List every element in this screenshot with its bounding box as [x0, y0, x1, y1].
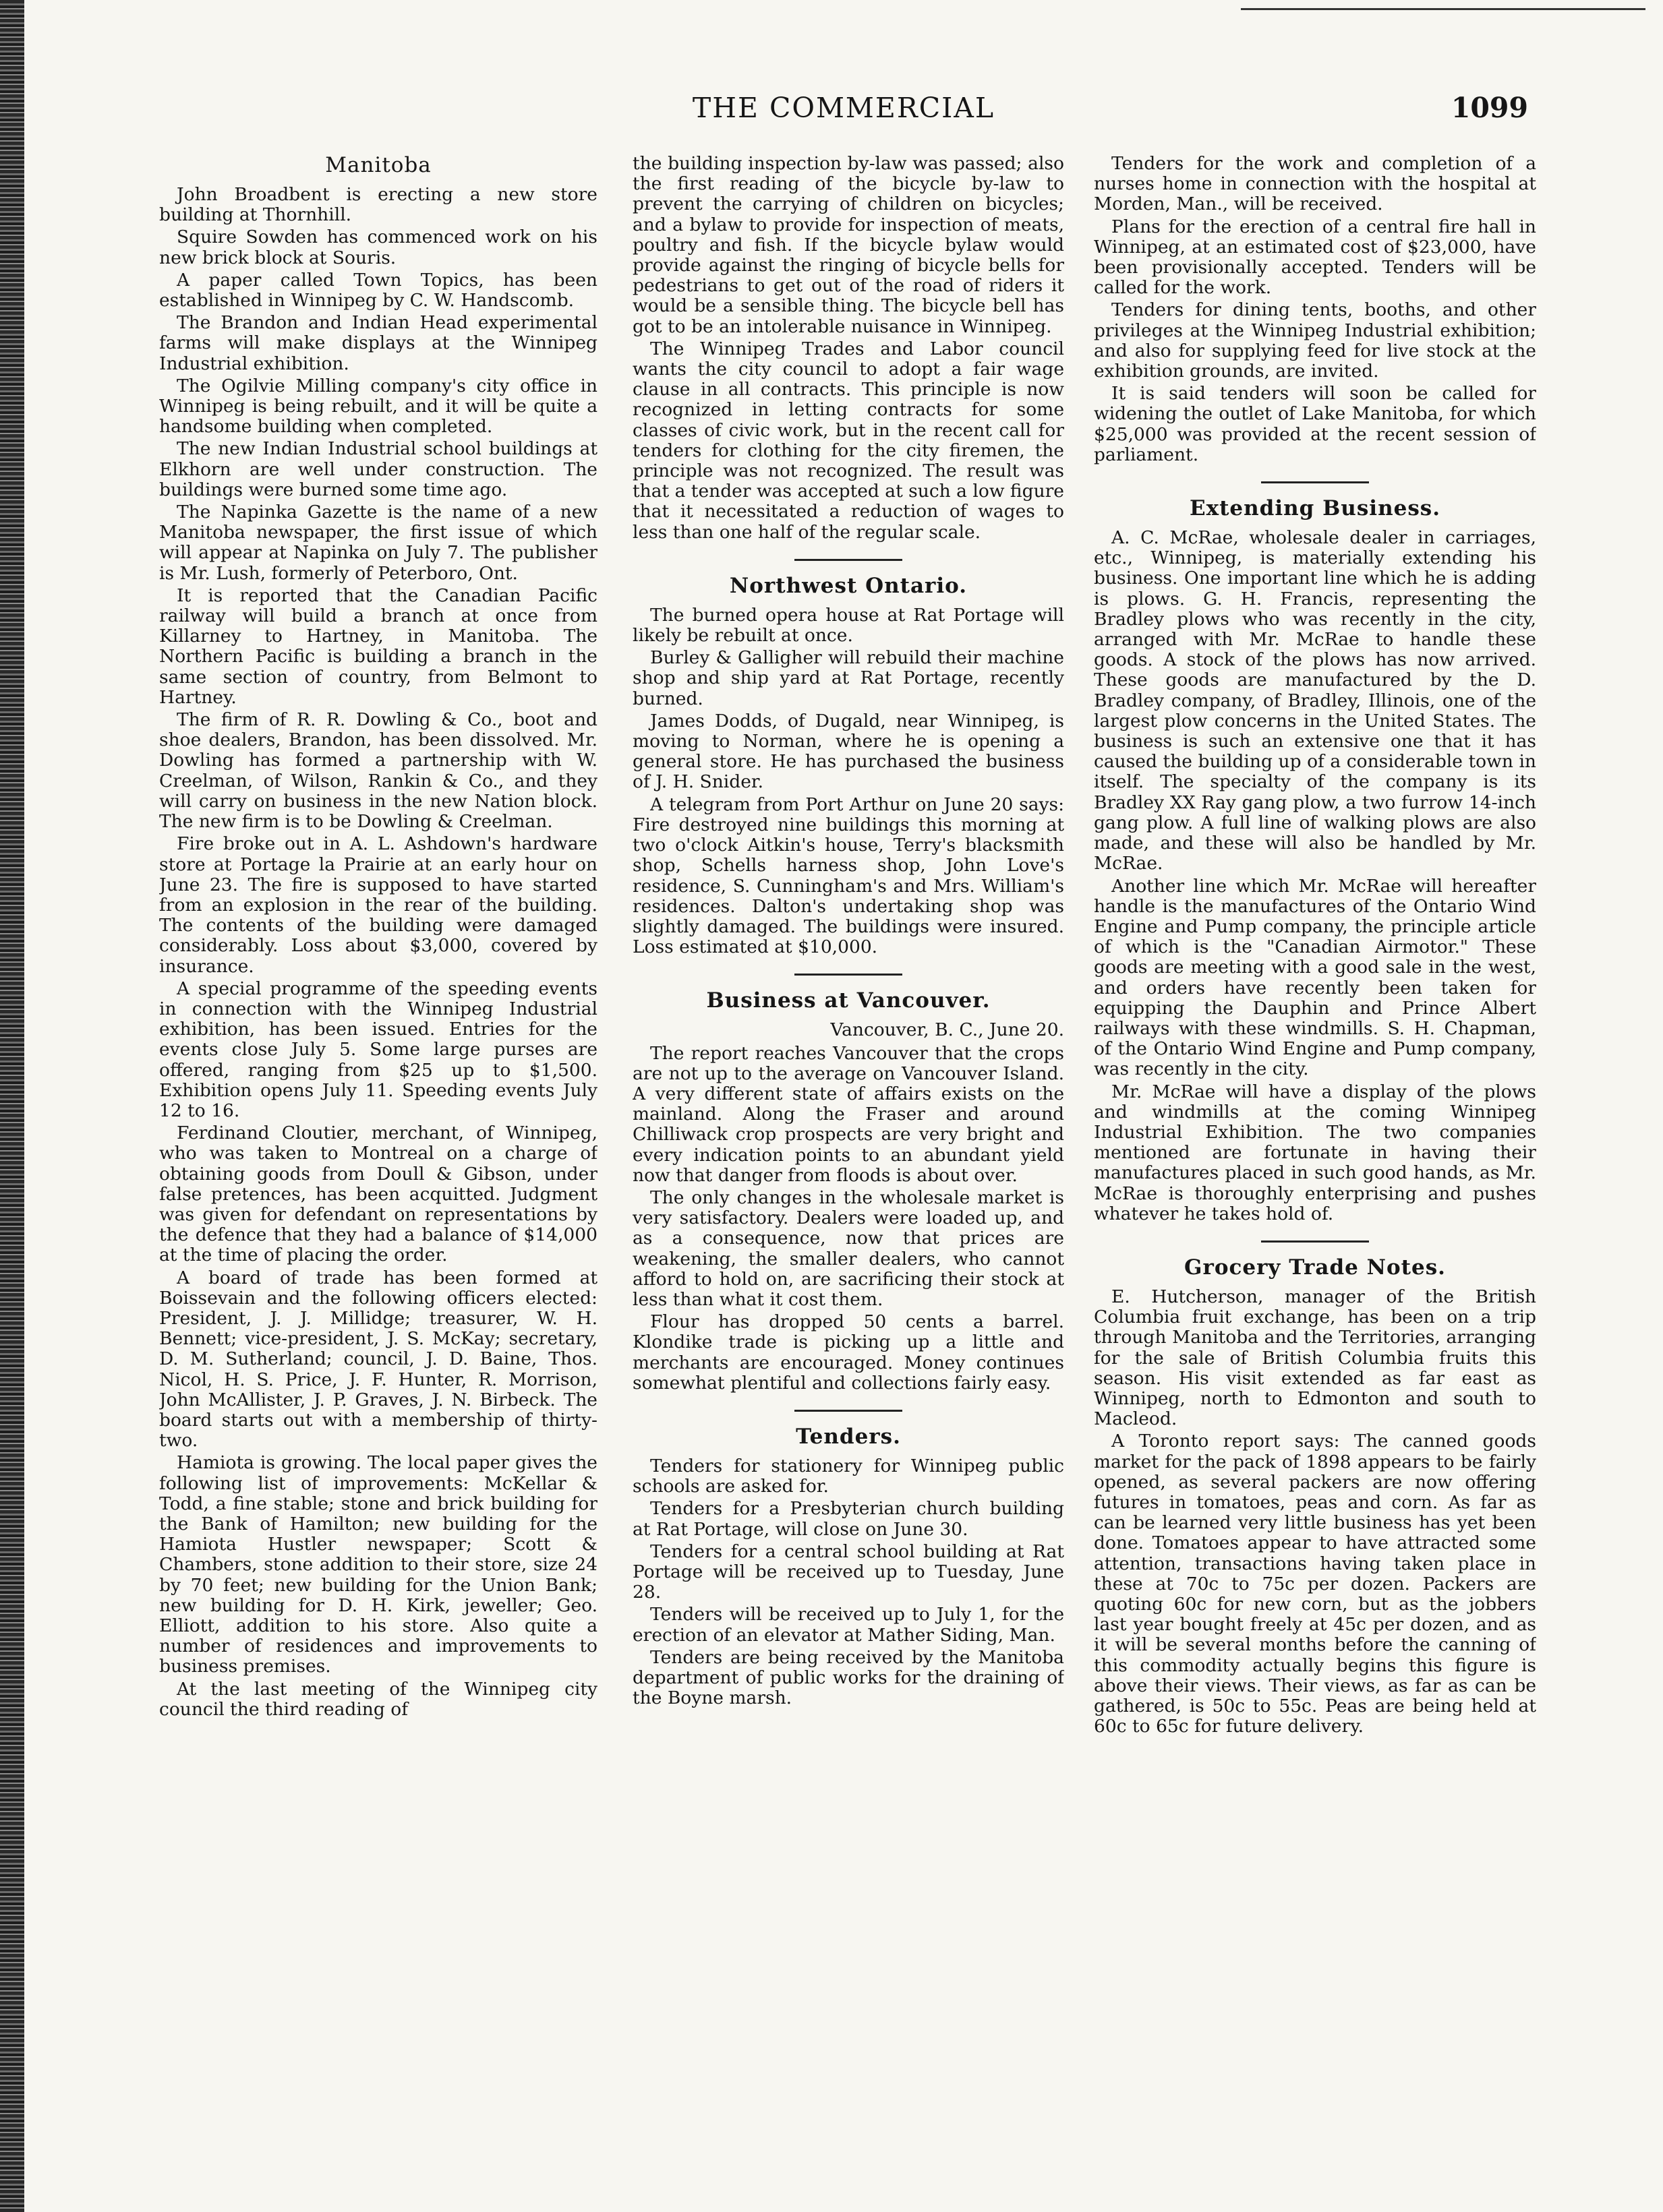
paragraph: It is said tenders will soon be called for widening the outlet of Lake Manitoba, for which $25,000 was provided at the recent session of parliament.: [1094, 383, 1536, 465]
paragraph: Tenders will be received up to July 1, for the erection of an elevator at Mather Siding, Man.: [633, 1604, 1064, 1646]
masthead: THE COMMERCIAL: [692, 92, 995, 124]
section-divider: [1261, 481, 1369, 483]
section-title-grocery-trade-notes: Grocery Trade Notes.: [1184, 1255, 1446, 1280]
section-title-business-at-vancouver: Business at Vancouver.: [706, 988, 991, 1013]
paragraph: A special programme of the speeding events in connection with the Winnipeg Industrial exhibition, has been issued. Entries for the events close July 5. Some large purses are offered, ranging from $25 up to $1,500. Exhibition opens July 11. Speeding events July 12 to 16.: [159, 978, 597, 1121]
paragraph: It is reported that the Canadian Pacific railway will build a branch at once from Killarney to Hartney, in Manitoba. The Northern Pacific is building a branch in the same section of country, from Belmont to Hartney.: [159, 585, 597, 708]
section-title-northwest-ontario: Northwest Ontario.: [729, 573, 968, 598]
column-3: [1094, 154, 1536, 2170]
paragraph: E. Hutcherson, manager of the British Columbia fruit exchange, has been on a trip through Manitoba and the Territories, arranging for the sale of British Columbia fruits this season. His visit extended as far east as Winnipeg, north to Edmonton and south to Macleod.: [1094, 1286, 1536, 1430]
paragraph: Tenders for stationery for Winnipeg public schools are asked for.: [633, 1455, 1064, 1497]
dateline: Vancouver, B. C., June 20.: [830, 1019, 1064, 1041]
paragraph: Tenders for dining tents, booths, and other privileges at the Winnipeg Industrial exhibition; and also for supplying feed for live stock at the exhibition grounds, are invited.: [1094, 299, 1536, 382]
section-divider: [794, 1410, 902, 1412]
paragraph: Fire broke out in A. L. Ashdown's hardware store at Portage la Prairie at an early hour on June 23. The fire is supposed to have started from an explosion in the rear of the building. The contents of the building were damaged considerably. Loss about $3,000, covered by insurance.: [159, 833, 597, 977]
paragraph: At the last meeting of the Winnipeg city council the third reading of: [159, 1678, 597, 1720]
paragraph: Ferdinand Cloutier, merchant, of Winnipeg, who was taken to Montreal on a charge of obtaining goods from Doull & Gibson, under false pretences, has been acquitted. Judgment was given for defendant on representations by the defence that they had a balance of $14,000 at the time of placing the order.: [159, 1123, 597, 1266]
paragraph: A. C. McRae, wholesale dealer in carriages, etc., Winnipeg, is materially extending his business. One important line which he is adding is plows. G. H. Francis, representing the Bradley plows who was recently in the city, arranged with Mr. McRae to handle these goods. A stock of the plows has now arrived. These goods are manufactured by the D. Bradley company, of Bradley, Illinois, one of the largest plow concerns in the United States. The business is such an extensive one that it has caused the building up of a considerable town in itself. The specialty of the company is its Bradley XX Ray gang plow, a two furrow 14-inch gang plow. A full line of walking plows are also made, and these will also be handled by Mr. McRae.: [1094, 527, 1536, 874]
paragraph: A telegram from Port Arthur on June 20 says: Fire destroyed nine buildings this morning at two o'clock Aitkin's house, Terry's blacksmith shop, Schells harness shop, John Love's residence, S. Cunningham's and Mrs. William's residences. Dalton's undertaking shop was slightly damaged. The buildings were insured. Loss estimated at $10,000.: [633, 794, 1064, 958]
paragraph: The Winnipeg Trades and Labor council wants the city council to adopt a fair wage clause in all contracts. This principle is now recognized in letting contracts for some classes of civic work, but in the recent call for tenders for clothing for the city firemen, the principle was not recognized. The result was that a tender was accepted at such a low figure that it necessitated a reduction of wages to less than one half of the regular scale.: [633, 338, 1064, 543]
paragraph: A board of trade has been formed at Boissevain and the following officers elected: President, J. J. Millidge; treasurer, W. H. Bennett; vice-president, J. S. McKay; secretary, D. M. Sutherland; council, J. D. Baine, Thos. Nicol, H. S. Price, J. F. Hunter, R. Morrison, John McAllister, J. P. Graves, J. N. Birbeck. The board starts out with a membership of thirty-two.: [159, 1267, 597, 1452]
paragraph: Burley & Galligher will rebuild their machine shop and ship yard at Rat Portage, recently burned.: [633, 647, 1064, 709]
paragraph: Tenders for the work and completion of a nurses home in connection with the hospital at Morden, Man., will be received.: [1094, 154, 1536, 215]
paragraph: Tenders for a Presbyterian church building at Rat Portage, will close on June 30.: [633, 1498, 1064, 1540]
paragraph: The Ogilvie Milling company's city office in Winnipeg is being rebuilt, and it will be quite a handsome building when completed.: [159, 375, 597, 438]
paragraph: Flour has dropped 50 cents a barrel. Klondike trade is picking up a little and merchants are encouraged. Money continues somewhat plentiful and collections fairly easy.: [633, 1311, 1064, 1394]
paragraph: James Dodds, of Dugald, near Winnipeg, is moving to Norman, where he is opening a general store. He has purchased the business of J. H. Snider.: [633, 710, 1064, 793]
scan-edge-border: [0, 0, 24, 2212]
page-header: [159, 92, 1528, 132]
column-1: [159, 154, 597, 2190]
paragraph: A paper called Town Topics, has been established in Winnipeg by C. W. Handscomb.: [159, 269, 597, 311]
paragraph: A Toronto report says: The canned goods market for the pack of 1898 appears to be fairly opened, as several packers are now offering futures in tomatoes, peas and corn. As far as can be learned very little business has yet been done. Tomatoes appear to have attracted some attention, transactions having taken place in these at 70c to 75c per dozen. Packers are quoting 60c for new corn, but as the jobbers last year bought freely at 45c per dozen, and as it will be several months before the canning of this commodity actually begins this figure is above their views. Their views, as far as can be gathered, is 50c to 55c. Peas are being held at 60c to 65c for future delivery.: [1094, 1431, 1536, 1737]
section-divider: [794, 974, 902, 976]
paragraph: Another line which Mr. McRae will hereafter handle is the manufactures of the Ontario Wind Engine and Pump company, the principle article of which is the "Canadian Airmotor." These goods are meeting with a good sale in the west, and orders have recently been taken for equipping the Dauphin and Prince Albert railways with these windmills. S. H. Chapman, of the Ontario Wind Engine and Pump company, was recently in the city.: [1094, 875, 1536, 1080]
paragraph: Tenders for a central school building at Rat Portage will be received up to Tuesday, June 28.: [633, 1541, 1064, 1603]
page-number: 1099: [1451, 92, 1528, 124]
paragraph: Tenders are being received by the Manitoba department of public works for the draining of the Boyne marsh.: [633, 1646, 1064, 1709]
paragraph: The new Indian Industrial school buildings at Elkhorn are well under construction. The buildings were burned some time ago.: [159, 438, 597, 500]
section-title-tenders: Tenders.: [796, 1424, 901, 1449]
section-divider: [1261, 1240, 1369, 1243]
paragraph: The Napinka Gazette is the name of a new Manitoba newspaper, the first issue of which will appear at Napinka on July 7. The publisher is Mr. Lush, formerly of Peterboro, Ont.: [159, 502, 597, 584]
paragraph: Mr. McRae will have a display of the plows and windmills at the coming Winnipeg Industrial Exhibition. The two companies mentioned are fortunate in having their manufactures placed in such good hands, as Mr. McRae is thoroughly enterprising and pushes whatever he takes hold of.: [1094, 1081, 1536, 1224]
column-2: [633, 154, 1064, 2170]
top-rule: [1241, 8, 1645, 10]
paragraph: John Broadbent is erecting a new store building at Thornhill.: [159, 184, 597, 226]
paragraph: The firm of R. R. Dowling & Co., boot and shoe dealers, Brandon, has been dissolved. Mr. Dowling has formed a partnership with W. Creelman, of Wilson, Rankin & Co., and they will carry on business in the new Nation block. The new firm is to be Dowling & Creelman.: [159, 709, 597, 833]
paragraph: The burned opera house at Rat Portage will likely be rebuilt at once.: [633, 604, 1064, 647]
section-divider: [794, 559, 902, 561]
paragraph: The only changes in the wholesale market is very satisfactory. Dealers were loaded up, and as a consequence, now that prices are weakening, the smaller dealers, who cannot afford to hold on, are sacrificing their stock at less than what it cost them.: [633, 1187, 1064, 1310]
paragraph: Squire Sowden has commenced work on his new brick block at Souris.: [159, 227, 597, 268]
paragraph: The Brandon and Indian Head experimental farms will make displays at the Winnipeg Industrial exhibition.: [159, 312, 597, 374]
paragraph: Hamiota is growing. The local paper gives the following list of improvements: McKellar & Todd, a fine stable; stone and brick building for the Bank of Hamilton; new building for the Hamiota Hustler newspaper; Scott & Chambers, stone addition to their store, size 24 by 70 feet; new building for the Union Bank; new building for D. H. Kirk, jeweller; Geo. Elliott, addition to his store. Also quite a number of residences and improvements to business premises.: [159, 1452, 597, 1677]
paragraph: Plans for the erection of a central fire hall in Winnipeg, at an estimated cost of $23,000, have been provisionally accepted. Tenders will be called for the work.: [1094, 216, 1536, 299]
section-title-extending-business: Extending Business.: [1189, 496, 1441, 521]
paragraph: the building inspection by-law was passed; also the first reading of the bicycle by-law to prevent the carrying of children on bicycles; and a bylaw to provide for inspection of meats, poultry and fish. If the bicycle bylaw would provide against the ringing of bicycle bells for pedestrians to get out of the road of riders it would be a sensible thing. The bicycle bell has got to be an intolerable nuisance in Winnipeg.: [633, 154, 1064, 337]
paragraph: The report reaches Vancouver that the crops are not up to the average on Vancouver Island. A very different state of affairs exists on the mainland. Along the Fraser and around Chilliwack crop prospects are very bright and every indication points to an abundant yield now that danger from floods is about over.: [633, 1042, 1064, 1186]
section-title-manitoba: Manitoba: [325, 154, 432, 177]
